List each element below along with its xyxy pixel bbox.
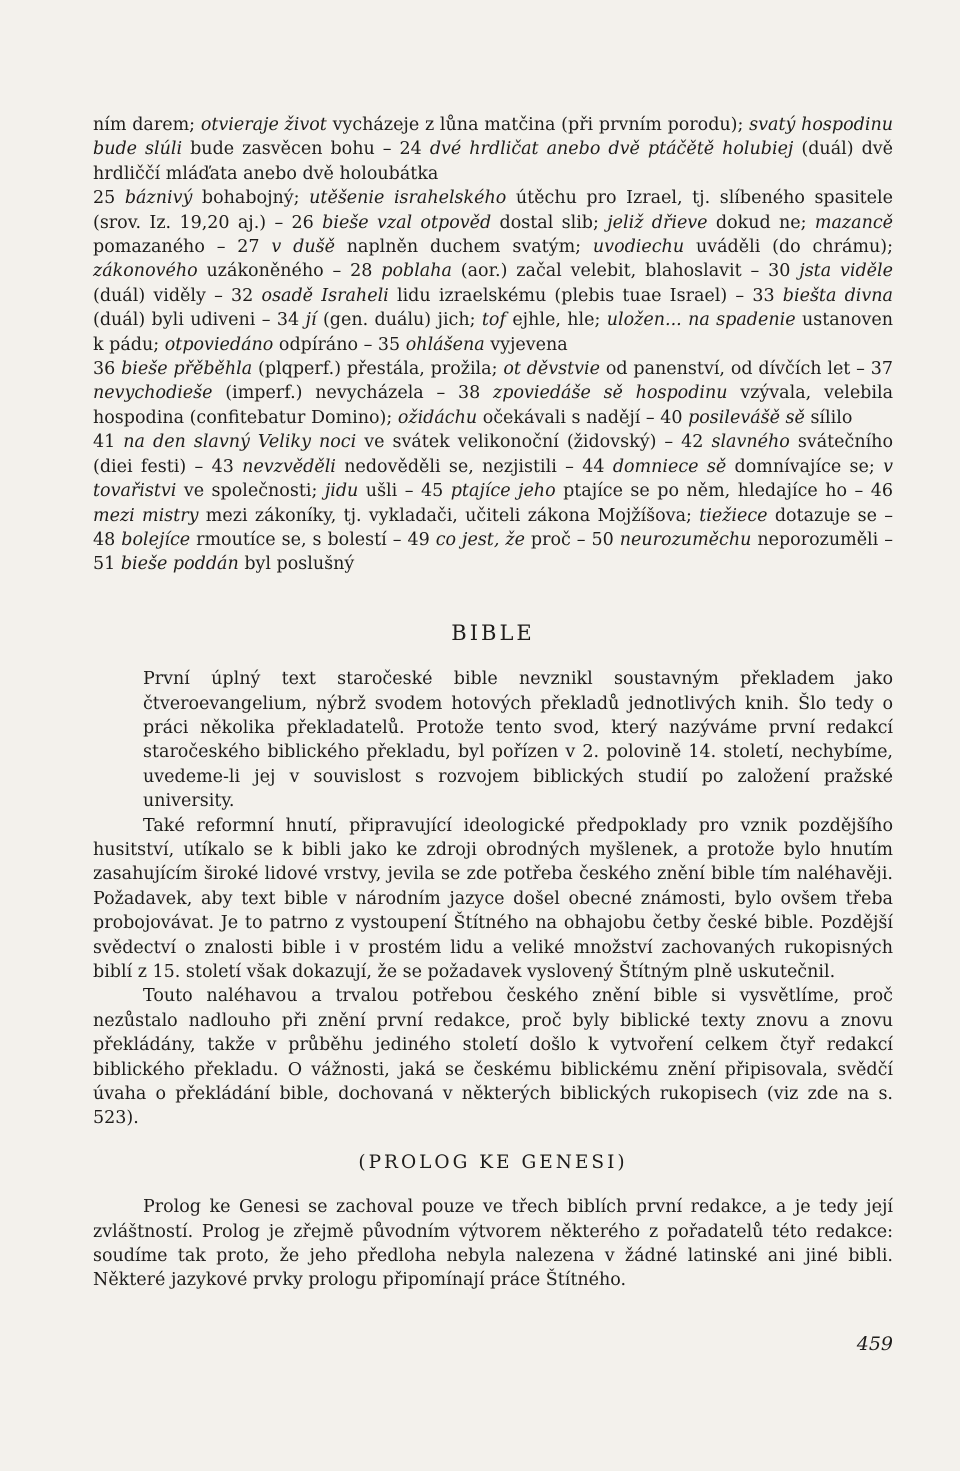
glossary-term: uložen... na spadenie (606, 310, 796, 331)
glossary-term: ohlášena (405, 334, 485, 355)
glossary-gloss: (imperf.) nevycházela – 38 (212, 383, 494, 404)
glossary-term: mazancě (814, 212, 893, 233)
glossary-paragraph (93, 186, 893, 357)
glossary-gloss: ejhle, hle; (505, 310, 607, 331)
glossary-gloss: bude zasvěcen bohu – 24 (182, 139, 430, 160)
glossary-term: na den slavný Veliky noci (123, 432, 357, 453)
glossary-gloss: dotazuje se – 48 (93, 505, 893, 550)
glossary-term: bieše vzal otpověd (322, 212, 492, 233)
glossary-gloss: proč – 50 (524, 529, 620, 550)
glossary-term: zákonového (93, 261, 198, 282)
glossary-term: dvé hrdličat anebo dvě ptáčětě holubiej (429, 139, 794, 160)
glossary-term: posilevášě sě (688, 407, 805, 428)
page-content (93, 113, 893, 1293)
glossary-gloss: uváděli (do chrámu); (684, 237, 893, 258)
body-paragraph: Také reformní hnutí, připravující ideologické předpoklady pro vznik pozdějšího husitství, utíkalo se k bibli jako ke zdroji obrodných myšlenek, a protože bylo hnutím zasahujícím široké lidové vrstvy, jevila se zde potřeba českého znění bible tím naléhavěji. Požadavek, aby text bible v národním jazyce došel obecné známosti, bylo ovšem třeba probojovávat. Je to patrno z vystoupení Štítného na obhajobu četby české bible. Pozdější svědectví o znalosti bible i v prostém lidu a veliké množství zachovaných rukopisných biblí z 15. století však dokazují, že se požadavek vyslovený Štítným plně uskutečnil. (93, 815, 893, 982)
glossary-gloss: neporozuměli – 51 (93, 529, 893, 575)
glossary-term: ožidáchu (397, 407, 478, 428)
prolog-text (93, 1195, 893, 1293)
glossary-gloss: nedověděli se, nezjistili – 44 (335, 456, 613, 477)
glossary-paragraph (93, 430, 893, 576)
glossary-term: tiežiece (699, 505, 768, 526)
glossary-gloss: ve společnosti; (176, 481, 325, 502)
glossary-term: co jest, že (435, 529, 525, 550)
glossary-gloss: vyjevena (484, 334, 568, 355)
glossary-gloss: sílilo (804, 407, 853, 428)
section-heading-prolog: (PROLOG KE GENESI) (358, 1151, 628, 1173)
glossary-gloss: očekávali s nadějí – 40 (477, 407, 689, 428)
glossary-term: otpoviedáno (164, 334, 274, 355)
glossary-term: domniece sě (612, 456, 727, 477)
glossary-gloss: (duál) byli udiveni – 34 (93, 310, 306, 331)
glossary-term: nevychodieše (93, 383, 213, 404)
glossary-term: slavného (711, 432, 790, 453)
glossary-term: tof (481, 310, 506, 331)
glossary-term: bieše poddán (120, 554, 239, 575)
glossary-gloss: (duál) dvě hrdliččí mláďata anebo dvě holoubátka (93, 139, 894, 184)
glossary-gloss: mezi zákoníky, tj. vykladači, učiteli zákona Mojžíšova; (198, 505, 700, 526)
glossary-notes (93, 113, 893, 577)
glossary-gloss: (aor.) začal velebit, blahoslavit – 30 (451, 261, 800, 282)
glossary-gloss: bohabojný; (192, 188, 310, 209)
glossary-term: jí (305, 310, 317, 331)
glossary-term: báznivý (124, 188, 193, 209)
glossary-gloss: odpíráno – 35 (273, 334, 406, 355)
glossary-term: uvodiechu (592, 237, 685, 258)
body-paragraph: Touto naléhavou a trvalou potřebou českého znění bible si vysvětlíme, proč nezůstalo nadlouho při znění první redakce, proč byly biblické texty znovu a znovu překládány, takže v průběhu jediného století došlo k vytvoření celkem čtyř redakcí biblického překladu. O vážnosti, jaká se českému biblickému znění připisovala, svědčí úvaha o překládání bible, dochovaná v některých biblických rukopisech (viz zde na s. 523). (93, 986, 893, 1129)
page-number: 459 (856, 1333, 893, 1355)
glossary-term: bolejíce (121, 529, 191, 550)
glossary-paragraph (93, 357, 893, 430)
glossary-gloss: svátečního (diei festi) – 43 (93, 432, 893, 477)
glossary-gloss: od panenství, od dívčích let – 37 (600, 359, 894, 380)
glossary-gloss: 36 (93, 359, 122, 380)
glossary-term: svatý hospodinu bude slúli (93, 115, 893, 160)
glossary-gloss: byl poslušný (238, 554, 355, 575)
glossary-paragraph (93, 113, 893, 186)
glossary-term: jsta viděle (799, 261, 893, 282)
glossary-term: neurozuměchu (619, 529, 752, 550)
glossary-gloss: lidu izraelskému (plebis tuae Israel) – 33 (388, 285, 783, 306)
glossary-term: osadě Israheli (261, 285, 389, 306)
glossary-gloss: naplněn duchem svatým; (334, 237, 593, 258)
body-paragraph: Prolog ke Genesi se zachoval pouze ve třech biblích první redakce, a je tedy její zvláštností. Prolog je zřejmě původním výtvorem některého z pořadatelů této redakce: soudíme tak proto, že jeho předloha nebyla nalezena v žádné latinské ani jiné bibli. Některé jazykové prvky prologu připomínají práce Štítného. (93, 1197, 893, 1291)
glossary-gloss: ve svátek velikonoční (židovský) – 42 (356, 432, 712, 453)
glossary-term: ptajíce jeho (450, 481, 556, 502)
glossary-term: v dušě (271, 237, 335, 258)
glossary-term: nevzvěděli (242, 456, 336, 477)
glossary-term: mezi mistry (93, 505, 199, 526)
glossary-term: jeliž dřieve (607, 212, 708, 233)
glossary-term: poblaha (381, 261, 452, 282)
glossary-term: ot děvstvie (503, 359, 601, 380)
body-paragraph: První úplný text staročeské bible nevznikl soustavným překladem jako čtveroevangelium, nýbrž svodem hotových překladů jednotlivých knih. Šlo tedy o práci několika překladatelů. Protože tento svod, který nazýváme první redakcí staročeského biblického překladu, byl pořízen v 2. polovině 14. století, nechybíme, uvedeme-li jej v souvislost s rozvojem biblických studií po založení pražské university. (143, 669, 893, 812)
bible-text (93, 667, 893, 1131)
glossary-gloss: ustanoven k pádu; (93, 310, 893, 355)
section-heading-bible: BIBLE (451, 620, 535, 645)
glossary-gloss: domnívajíce se; (726, 456, 884, 477)
glossary-gloss: 25 (93, 188, 125, 209)
glossary-gloss: uzákoněného – 28 (197, 261, 382, 282)
glossary-gloss: ním darem; (93, 115, 201, 135)
glossary-term: jidu (324, 481, 359, 502)
glossary-term: utěšenie israhelského (309, 188, 507, 209)
glossary-gloss: útěchu pro Izrael, tj. slíbeného spasitele (srov. Iz. 19,20 aj.) – 26 (93, 188, 893, 233)
glossary-gloss: pomazaného – 27 (93, 237, 272, 258)
glossary-gloss: dostal slib; (491, 212, 608, 233)
glossary-gloss: (plqperf.) přestála, prožila; (252, 359, 504, 380)
glossary-term: bieše přěběhla (121, 359, 253, 380)
glossary-gloss: ušli – 45 (358, 481, 451, 502)
glossary-term: otvieraje život (200, 115, 327, 135)
glossary-gloss: ptajíce se po něm, hledajíce ho – 46 (555, 481, 894, 502)
glossary-term: biešta divna (782, 285, 893, 306)
glossary-gloss: rmoutíce se, s bolestí – 49 (190, 529, 436, 550)
glossary-term: zpoviedáše sě hospodinu (493, 383, 728, 404)
glossary-gloss: dokud ne; (707, 212, 815, 233)
glossary-term: v tovařistvi (93, 456, 893, 502)
glossary-gloss: vzývala, velebila hospodina (confitebatur Domino); (93, 383, 893, 428)
glossary-gloss: (gen. duálu) jich; (316, 310, 482, 331)
glossary-gloss: 41 (93, 432, 124, 453)
glossary-gloss: vycházeje z lůna matčina (při prvním porodu); (326, 115, 750, 135)
glossary-gloss: (duál) viděly – 32 (93, 285, 262, 306)
